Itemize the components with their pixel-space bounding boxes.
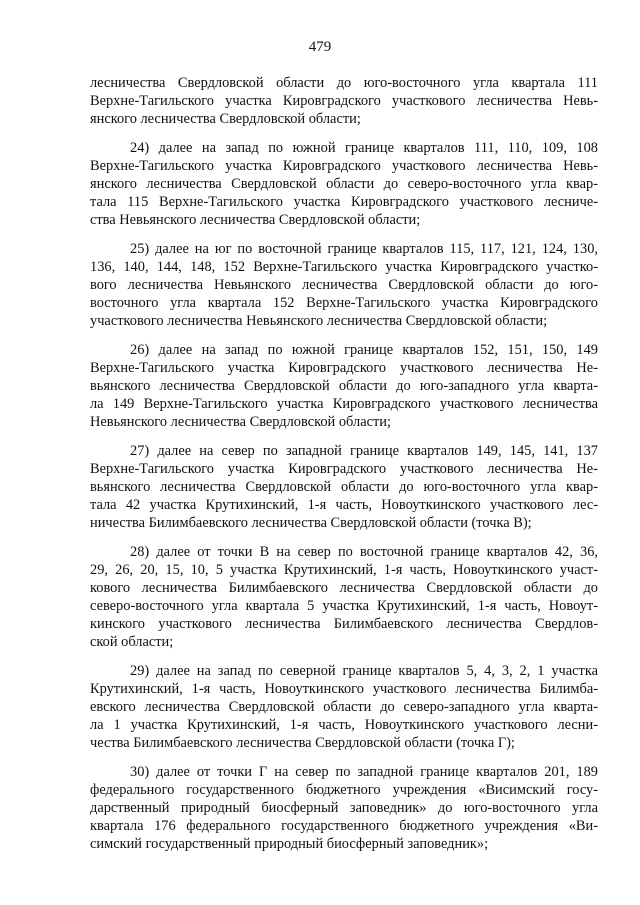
text-line: Верхне-Тагильского участка Кировградского участкового лесничества Не-	[90, 359, 598, 376]
text-line: тала 42 участка Крутихинский, 1-я часть, Новоуткинского участкового лес-	[90, 496, 598, 513]
text-line: квартала 176 федерального государственного бюджетного учреждения «Ви-	[90, 817, 598, 834]
text-line: вьянского лесничества Свердловской области до юго-восточного угла квар-	[90, 478, 598, 495]
text-line: 29, 26, 20, 15, 10, 5 участка Крутихинский, 1-я часть, Новоуткинского участ-	[90, 561, 598, 578]
text-line: дарственный природный биосферный заповедник» до юго-восточного угла	[90, 799, 598, 816]
text-line: участкового лесничества Невьянского лесничества Свердловской области;	[90, 313, 548, 330]
text-line: 29) далее на запад по северной границе кварталов 5, 4, 3, 2, 1 участка	[130, 662, 598, 679]
text-line: кового лесничества Билимбаевского лесничества Свердловской области до	[90, 579, 598, 596]
text-line: северо-восточного угла квартала 5 участка Крутихинский, 1-я часть, Новоут-	[90, 597, 598, 614]
text-line: 25) далее на юг по восточной границе кварталов 115, 117, 121, 124, 130,	[130, 240, 598, 257]
paragraph-p29	[90, 662, 598, 752]
text-line: восточного угла квартала 152 Верхне-Тагильского участка Кировградского	[90, 295, 598, 312]
text-line: Верхне-Тагильского участка Кировградского участкового лесничества Не-	[90, 460, 598, 477]
text-line: ской области;	[90, 634, 174, 651]
text-line: вьянского лесничества Свердловской области до юго-западного угла кварта-	[90, 377, 598, 394]
document-body	[90, 74, 598, 864]
text-line: лесничества Свердловской области до юго-восточного угла квартала 111	[90, 75, 598, 91]
paragraph-p30	[90, 763, 598, 853]
text-line: 26) далее на запад по южной границе кварталов 152, 151, 150, 149	[130, 341, 598, 358]
text-line: ства Невьянского лесничества Свердловской области;	[90, 212, 421, 229]
text-line: 136, 140, 144, 148, 152 Верхне-Тагильского участка Кировградского участко-	[90, 258, 598, 275]
text-line: Крутихинский, 1-я часть, Новоуткинского участкового лесничества Билимба-	[90, 680, 598, 697]
text-line: евского лесничества Свердловской области до северо-западного угла кварта-	[90, 698, 598, 715]
text-line: вого лесничества Невьянского лесничества Свердловской области до юго-	[90, 276, 598, 293]
text-line: Верхне-Тагильского участка Кировградского участкового лесничества Невь-	[90, 157, 598, 174]
text-line: 24) далее на запад по южной границе кварталов 111, 110, 109, 108	[130, 139, 598, 156]
text-line: янского лесничества Свердловской области;	[90, 111, 361, 128]
text-line: федерального государственного бюджетного учреждения «Висимский госу-	[90, 781, 598, 798]
text-line: тала 115 Верхне-Тагильского участка Кировградского участкового лесниче-	[90, 194, 598, 211]
paragraph-p28	[90, 543, 598, 652]
text-line: ничества Билимбаевского лесничества Свердловской области (точка В);	[90, 515, 532, 532]
text-line: кинского участкового лесничества Билимбаевского лесничества Свердлов-	[90, 616, 598, 633]
text-line: чества Билимбаевского лесничества Свердловской области (точка Г);	[90, 735, 515, 752]
text-line: симский государственный природный биосферный заповедник»;	[90, 836, 489, 853]
text-line: ла 149 Верхне-Тагильского участка Кировградского участкового лесничества	[90, 396, 598, 412]
text-line: 27) далее на север по западной границе кварталов 149, 145, 141, 137	[130, 442, 598, 459]
text-line: Верхне-Тагильского участка Кировградского участкового лесничества Невь-	[90, 93, 598, 110]
text-line: 30) далее от точки Г на север по западной границе кварталов 201, 189	[130, 763, 598, 780]
paragraph-p25	[90, 240, 598, 330]
page-number: 479	[308, 39, 332, 55]
paragraph-p27	[90, 442, 598, 532]
paragraph-p24	[90, 139, 598, 229]
text-line: ла 1 участка Крутихинский, 1-я часть, Новоуткинского участкового лесни-	[90, 717, 598, 733]
text-line: янского лесничества Свердловской области до северо-восточного угла квар-	[90, 175, 598, 192]
paragraph-cont	[90, 74, 598, 128]
text-line: 28) далее от точки В на север по восточной границе кварталов 42, 36,	[130, 543, 598, 560]
paragraph-p26	[90, 341, 598, 431]
text-line: Невьянского лесничества Свердловской области;	[90, 414, 391, 431]
